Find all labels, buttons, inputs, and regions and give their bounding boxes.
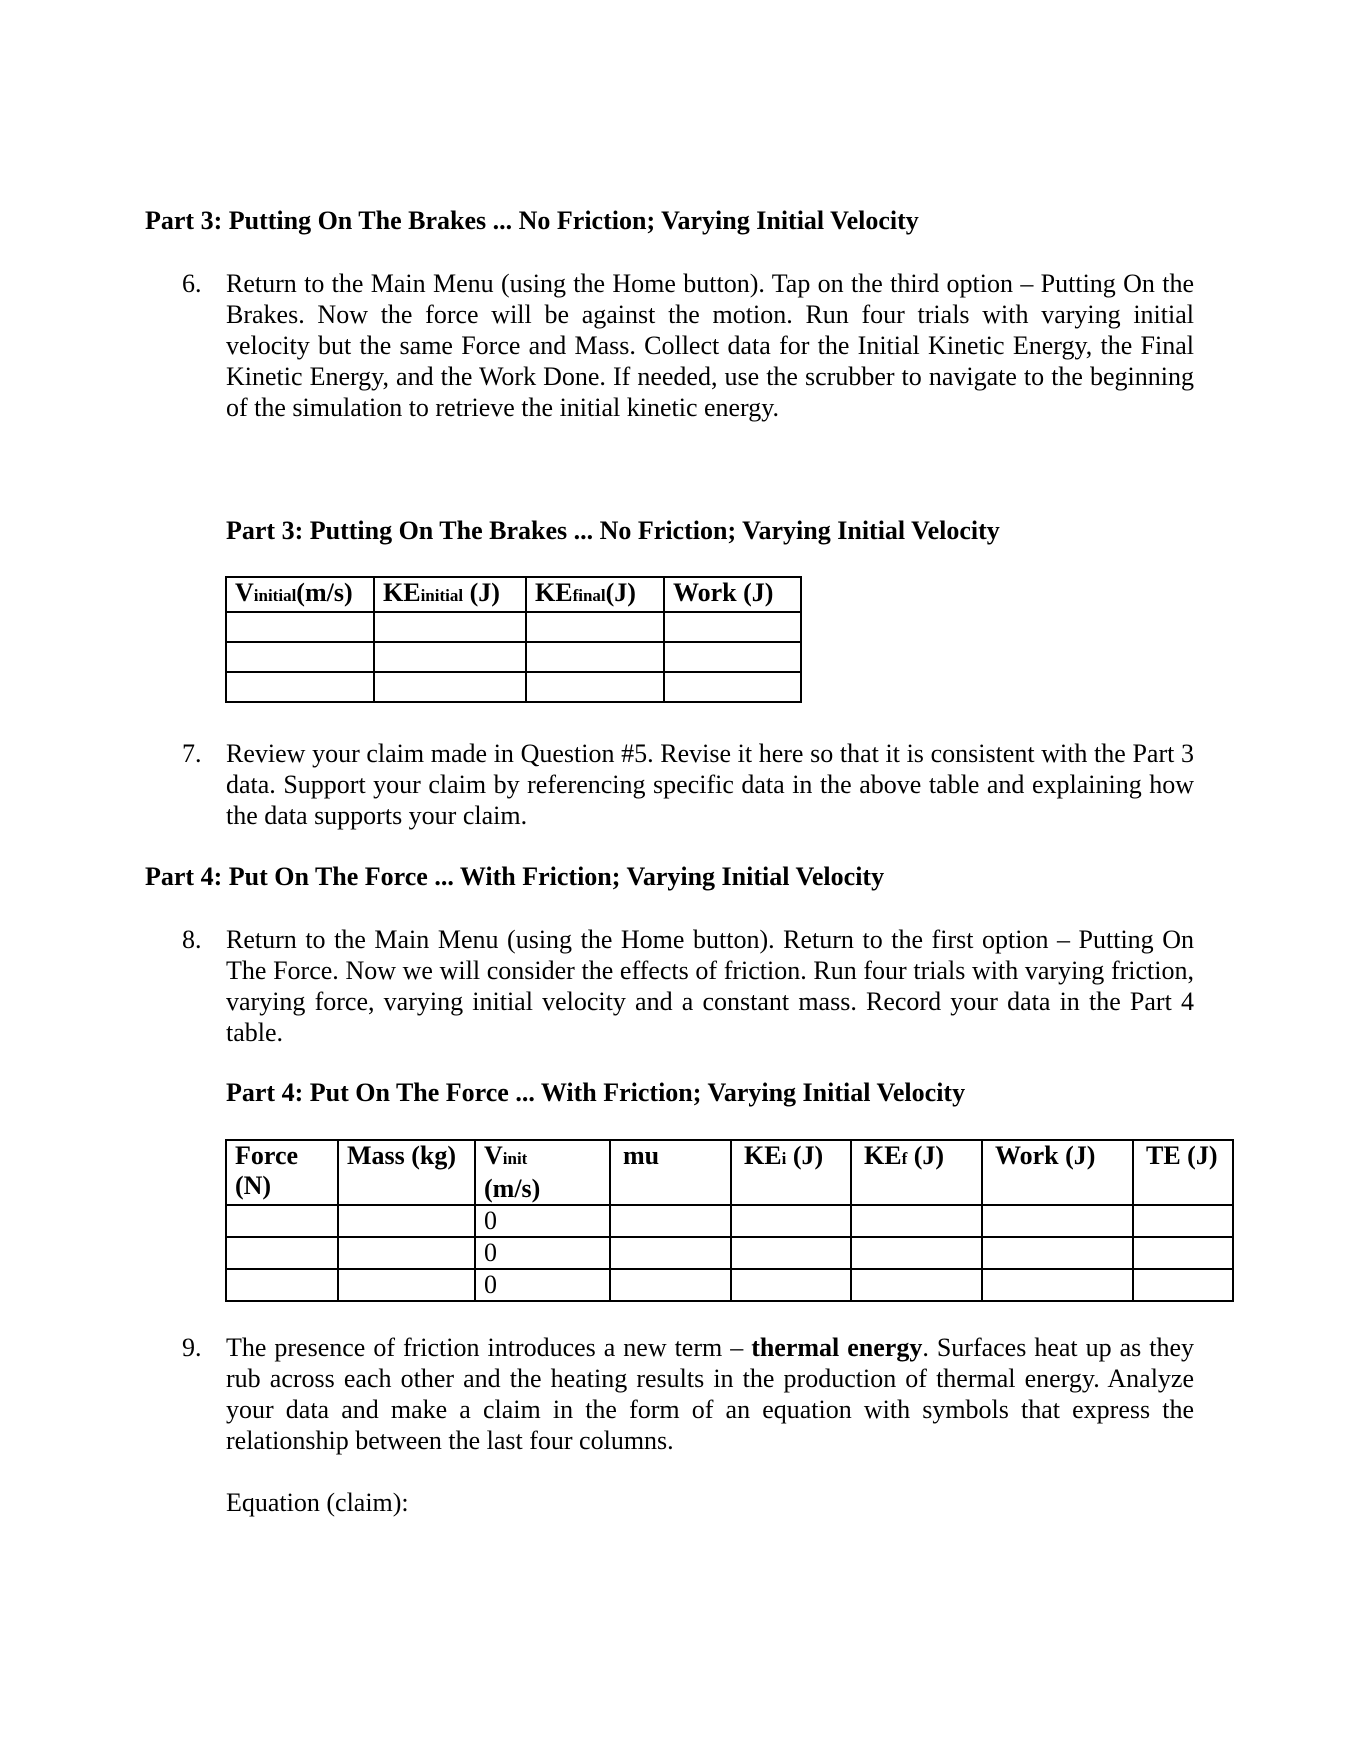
question-6-number: 6.	[182, 269, 202, 298]
part3-header-work: Work (J)	[664, 577, 801, 612]
part3-heading: Part 3: Putting On The Brakes ... No Friction; Varying Initial Velocity	[145, 206, 919, 235]
part3-data-table	[225, 576, 802, 703]
table-cell[interactable]	[982, 1269, 1133, 1301]
part4-header-row	[226, 1140, 1233, 1205]
table-cell[interactable]	[1133, 1237, 1233, 1269]
thermal-energy-term: thermal energy	[751, 1333, 923, 1362]
table-cell[interactable]	[226, 642, 374, 672]
question-7	[182, 738, 1194, 831]
table-cell[interactable]	[731, 1205, 851, 1237]
part3-header-keinitial: KEinitial (J)	[374, 577, 526, 612]
table-cell[interactable]	[731, 1237, 851, 1269]
table-cell[interactable]	[610, 1237, 731, 1269]
part4-header-kei: KEi (J)	[731, 1140, 851, 1205]
part4-header-vinit: Vinit (m/s)	[475, 1140, 610, 1205]
part4-header-force: Force (N)	[226, 1140, 338, 1205]
question-8	[182, 924, 1194, 1048]
table-cell[interactable]	[731, 1269, 851, 1301]
table-row	[226, 612, 801, 642]
part4-header-mu: mu	[610, 1140, 731, 1205]
table-cell[interactable]: 0	[475, 1269, 610, 1301]
table-cell[interactable]	[851, 1269, 982, 1301]
part4-header-te: TE (J)	[1133, 1140, 1233, 1205]
question-9	[182, 1332, 1194, 1456]
table-cell[interactable]	[226, 1205, 338, 1237]
part3-table-title: Part 3: Putting On The Brakes ... No Friction; Varying Initial Velocity	[226, 516, 1000, 545]
table-cell[interactable]	[226, 672, 374, 702]
table-cell[interactable]: 0	[475, 1237, 610, 1269]
table-cell[interactable]	[526, 672, 664, 702]
table-cell[interactable]	[982, 1205, 1133, 1237]
table-row	[226, 672, 801, 702]
table-cell[interactable]	[664, 672, 801, 702]
part3-header-kefinal: KEfinal(J)	[526, 577, 664, 612]
table-row	[226, 1205, 1233, 1237]
question-7-number: 7.	[182, 739, 202, 768]
part3-header-row	[226, 577, 801, 612]
table-cell[interactable]	[226, 612, 374, 642]
question-7-text: Review your claim made in Question #5. Revise it here so that it is consistent with the Part 3 data. Support your claim by referencing specific data in the above table and explaining how the data supports your claim.	[226, 739, 1194, 830]
table-row	[226, 1237, 1233, 1269]
question-8-text: Return to the Main Menu (using the Home button). Return to the first option – Putting On The Force. Now we will consider the effects of friction. Run four trials with varying friction, varying force, varying initial velocity and a constant mass. Record your data in the Part 4 table.	[226, 925, 1194, 1047]
table-cell[interactable]	[338, 1269, 475, 1301]
question-8-number: 8.	[182, 925, 202, 954]
table-cell[interactable]	[526, 642, 664, 672]
table-cell[interactable]: 0	[475, 1205, 610, 1237]
table-cell[interactable]	[1133, 1205, 1233, 1237]
part4-heading: Part 4: Put On The Force ... With Friction; Varying Initial Velocity	[145, 862, 885, 891]
part4-header-kef: KEf (J)	[851, 1140, 982, 1205]
question-6-text: Return to the Main Menu (using the Home button). Tap on the third option – Putting On the Brakes. Now the force will be against the motion. Run four trials with varying initial velocity but the same Force and Mass. Collect data for the Initial Kinetic Energy, the Final Kinetic Energy, and the Work Done. If needed, use the scrubber to navigate to the beginning of the simulation to retrieve the initial kinetic energy.	[226, 269, 1194, 422]
part4-header-mass: Mass (kg)	[338, 1140, 475, 1205]
table-cell[interactable]	[982, 1237, 1133, 1269]
table-cell[interactable]	[226, 1237, 338, 1269]
table-cell[interactable]	[338, 1237, 475, 1269]
table-cell[interactable]	[851, 1237, 982, 1269]
part4-data-table	[225, 1139, 1234, 1302]
table-cell[interactable]	[664, 612, 801, 642]
part3-header-vinitial: Vinitial(m/s)	[226, 577, 374, 612]
table-cell[interactable]	[338, 1205, 475, 1237]
table-row	[226, 642, 801, 672]
question-6	[182, 268, 1194, 423]
table-cell[interactable]	[1133, 1269, 1233, 1301]
table-cell[interactable]	[526, 612, 664, 642]
question-9-number: 9.	[182, 1333, 202, 1362]
table-row	[226, 1269, 1233, 1301]
table-cell[interactable]	[610, 1269, 731, 1301]
table-cell[interactable]	[664, 642, 801, 672]
question-9-text: The presence of friction introduces a new term – thermal energy. Surfaces heat up as they rub across each other and the heating results in the production of thermal energy. Analyze your data and make a claim in the form of an equation with symbols that express the relationship between the last four columns.	[226, 1333, 1194, 1455]
table-cell[interactable]	[610, 1205, 731, 1237]
table-cell[interactable]	[374, 612, 526, 642]
table-cell[interactable]	[374, 642, 526, 672]
table-cell[interactable]	[851, 1205, 982, 1237]
part4-header-work: Work (J)	[982, 1140, 1133, 1205]
table-cell[interactable]	[374, 672, 526, 702]
table-cell[interactable]	[226, 1269, 338, 1301]
equation-claim-label: Equation (claim):	[226, 1488, 409, 1517]
part4-table-title: Part 4: Put On The Force ... With Friction; Varying Initial Velocity	[226, 1078, 966, 1107]
